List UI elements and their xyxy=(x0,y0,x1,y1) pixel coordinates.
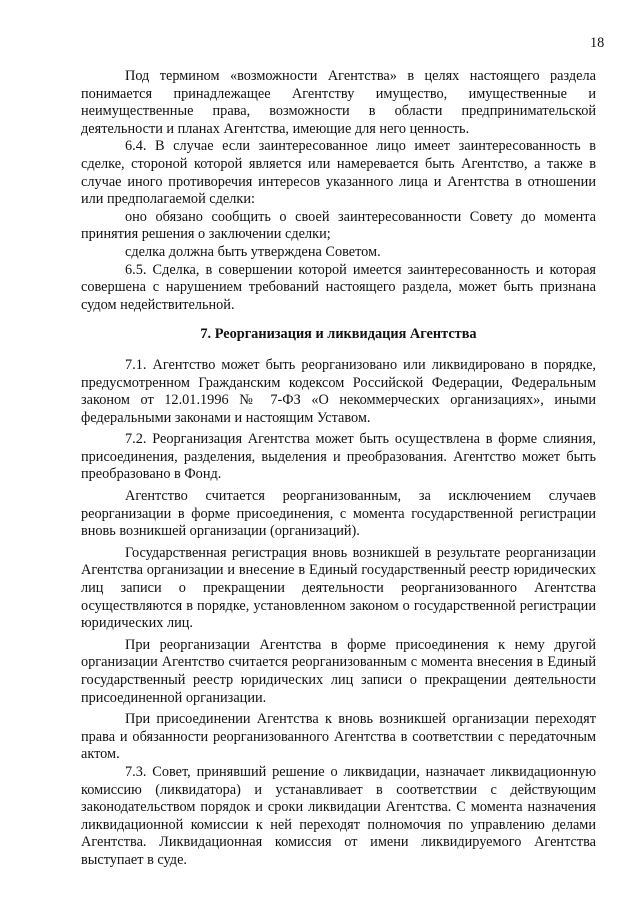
paragraph: При присоединении Агентства к вновь возникшей организации переходят права и обязанности реорганизованного Агентства в соответствии с передаточным актом. xyxy=(81,711,596,763)
paragraph: 6.4. В случае если заинтересованное лицо имеет заинтересованность в сделке, стороной которой является или намеревается быть Агентство, а также в случае иного противоречия интересов указанного лица и Агентства в отношении или предполагаемой сделки: xyxy=(81,138,596,208)
paragraph: 7.1. Агентство может быть реорганизовано или ликвидировано в порядке, предусмотренном Гражданским кодексом Российской Федерации, Федеральным законом от 12.01.1996 № 7-ФЗ «О некоммерческих организациях», иными федеральными законами и настоящим Уставом. xyxy=(81,356,596,426)
paragraph: 6.5. Сделка, в совершении которой имеется заинтересованность и которая совершена с нарушением требований настоящего раздела, может быть признана судом недействительной. xyxy=(81,261,596,313)
paragraph: 7.2. Реорганизация Агентства может быть осуществлена в форме слияния, присоединения, разделения, выделения и преобразования. Агентство может быть преобразовано в Фонд. xyxy=(81,431,596,483)
page-number: 18 xyxy=(590,35,605,51)
paragraph: При реорганизации Агентства в форме присоединения к нему другой организации Агентство считается реорганизованным с момента внесения в Единый государственный реестр юридических лиц записи о прекращении деятельности присоединенной организации. xyxy=(81,636,596,706)
paragraph: 7.3. Совет, принявший решение о ликвидации, назначает ликвидационную комиссию (ликвидатора) и устанавливает в соответствии с действующим законодательством порядок и сроки ликвидации Агентства. С момента назначения ликвидационной комиссии к ней переходят полномочия по управлению делами Агентства. Ликвидационная комиссия от имени ликвидируемого Агентства выступает в суде. xyxy=(81,763,596,868)
paragraph: сделка должна быть утверждена Советом. xyxy=(125,243,381,260)
section-heading: 7. Реорганизация и ликвидация Агентства xyxy=(200,326,477,343)
paragraph: Под термином «возможности Агентства» в целях настоящего раздела понимается принадлежащее Агентству имущество, имущественные и неимущественные права, возможности в области предпринимательской деятельности и планах Агентства, имеющие для него ценность. xyxy=(81,68,596,137)
paragraph: оно обязано сообщить о своей заинтересованности Совету до момента принятия решения о заключении сделки; xyxy=(81,208,596,243)
document-body xyxy=(81,68,596,870)
paragraph: Государственная регистрация вновь возникшей в результате реорганизации Агентства организации и внесение в Единый государственный реестр юридических лиц записи о прекращении деятельности реорганизованного Агентства осуществляются в порядке, установленном законом о государственной регистрации юридических лиц. xyxy=(81,544,596,632)
paragraph: Агентство считается реорганизованным, за исключением случаев реорганизации в форме присоединения, с момента государственной регистрации вновь возникшей организации (организаций). xyxy=(81,488,596,540)
